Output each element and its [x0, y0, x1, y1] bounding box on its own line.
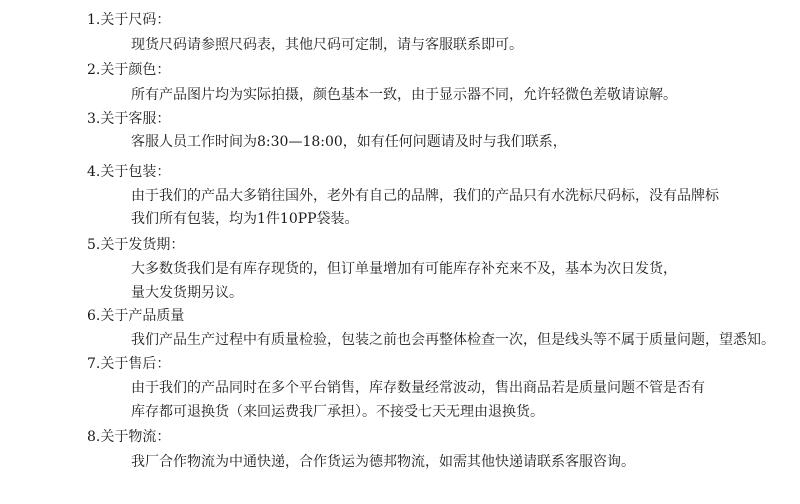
- section-text-shipping-time-1: 大多数货我们是有库存现货的，但订单量增加有可能库存补充来不及，基本为次日发货，: [131, 261, 677, 277]
- section-text-quality: 我们产品生产过程中有质量检验，包装之前也会再整体检查一次，但是线头等不属于质量问题，望悉知。: [131, 332, 775, 348]
- section-text-packaging-1: 由于我们的产品大多销往国外，老外有自己的品牌，我们的产品只有水洗标尺码标，没有品牌标: [131, 188, 719, 204]
- section-number: 2.: [87, 62, 101, 78]
- section-number: 6.: [87, 308, 101, 324]
- section-heading-size: [87, 11, 170, 29]
- section-text-after-sales-1: 由于我们的产品同时在多个平台销售，库存数量经常波动，售出商品若是质量问题不管是否有: [131, 380, 705, 396]
- section-heading-shipping-time: [87, 236, 184, 254]
- section-title: 关于客服：: [100, 111, 171, 127]
- section-title: 关于包装：: [100, 164, 171, 180]
- section-text-color: 所有产品图片均为实际拍摄，颜色基本一致，由于显示器不同，允许轻微色差敬请谅解。: [131, 87, 677, 103]
- section-number: 7.: [87, 356, 101, 372]
- section-number: 4.: [87, 164, 101, 180]
- section-text-after-sales-2: 库存都可退换货（来回运费我厂承担）。不接受七天无理由退换货。: [131, 404, 544, 420]
- section-number: 1.: [87, 12, 101, 28]
- section-title: 关于物流：: [100, 429, 171, 445]
- section-text-size: 现货尺码请参照尺码表，其他尺码可定制，请与客服联系即可。: [131, 37, 523, 53]
- section-heading-color: [87, 61, 170, 79]
- section-number: 8.: [87, 429, 101, 445]
- section-heading-quality: [87, 307, 184, 325]
- section-text-packaging-2: 我们所有包装，均为1件10PP袋装。: [131, 211, 359, 227]
- section-heading-logistics: [87, 428, 170, 446]
- section-heading-packaging: [87, 163, 170, 181]
- section-title: 关于售后：: [100, 356, 171, 372]
- section-text-logistics: 我厂合作物流为中通快递，合作货运为德邦物流，如需其他快递请联系客服咨询。: [131, 454, 635, 470]
- section-text-shipping-time-2: 量大发货期另议。: [131, 285, 243, 301]
- section-heading-after-sales: [87, 355, 170, 373]
- section-text-customer-service: 客服人员工作时间为8:30—18:00，如有任何问题请及时与我们联系，: [131, 134, 567, 150]
- section-number: 3.: [87, 111, 101, 127]
- section-heading-customer-service: [87, 110, 170, 128]
- section-title: 关于颜色：: [100, 62, 171, 78]
- section-title: 关于发货期：: [100, 237, 185, 253]
- section-number: 5.: [87, 237, 101, 253]
- section-title: 关于尺码：: [100, 12, 171, 28]
- section-title: 关于产品质量: [100, 308, 185, 324]
